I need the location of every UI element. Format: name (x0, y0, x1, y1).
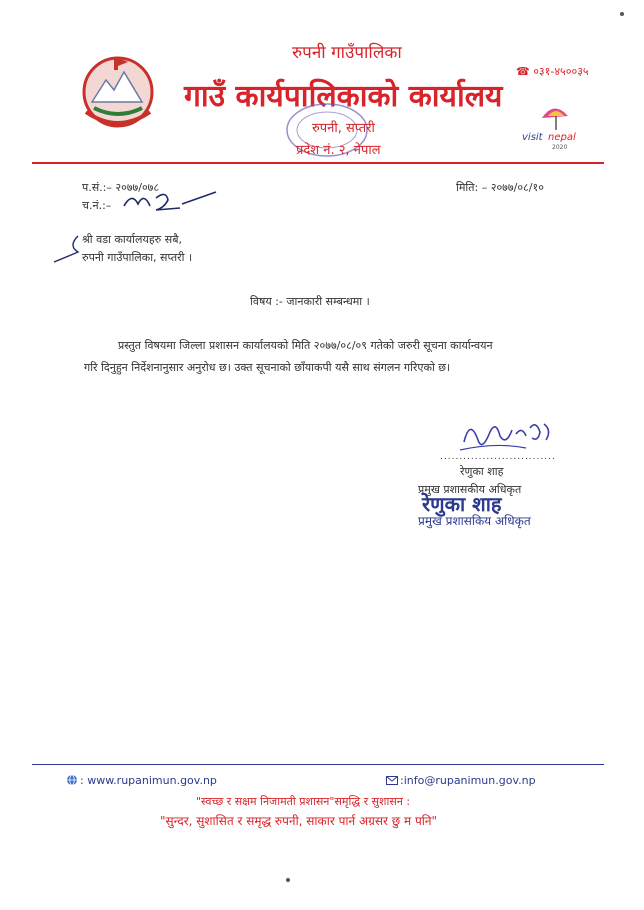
recipient-line-1: श्री वडा कार्यालयहरु सबै, (82, 233, 182, 246)
mail-icon (386, 776, 398, 785)
signature-dotted-line: .............................. (440, 452, 556, 462)
reference-number: प.सं.:– २०७७/०७८ (82, 181, 160, 194)
header-divider (32, 162, 604, 164)
letter-subject: विषय :- जानकारी सम्बन्धमा । (250, 295, 370, 308)
letter-date: मिति: – २०७७/०८/१० (456, 181, 544, 194)
svg-text:nepal: nepal (548, 132, 576, 143)
footer-slogan-2: "सुन्दर, सुशासित र समृद्ध रुपनी, साकार पार्न अग्रसर छु म पनि" (160, 814, 438, 828)
body-line-1: प्रस्तुत विषयमा जिल्ला प्रशासन कार्यालयको मिति २०७७/०८/०९ गतेको जरुरी सूचना कार्यान्वयन (118, 339, 493, 352)
page-speck (286, 878, 290, 882)
handwritten-dispatch-number (120, 188, 220, 214)
svg-text:2020: 2020 (552, 144, 568, 151)
signatory-stamp-title: प्रमुख प्रशासकिय अधिकृत (418, 514, 531, 528)
office-title: गाउँ कार्यपालिकाको कार्यालय (184, 79, 503, 114)
nepal-emblem-logo (78, 50, 158, 130)
address-subline: रुपनी, सप्तरी (312, 121, 375, 136)
signatory-stamp-name: रेणुका शाह (422, 492, 502, 516)
footer-divider (32, 764, 604, 765)
footer-slogan-1: "स्वच्छ र सक्षम निजामती प्रशासन"समृद्धि र सुशासन : (196, 795, 411, 808)
website-link[interactable]: : www.rupanimun.gov.np (80, 774, 217, 787)
body-line-2: गरि दिनुहुन निर्देशनानुसार अनुरोध छ। उक्त सूचनाको छाँयाकपी यसै साथ संगलन गरिएको छ। (84, 361, 451, 374)
svg-text:visit: visit (522, 132, 543, 143)
municipality-name: रुपनी गाउँपालिका (292, 43, 402, 63)
province-subline: प्रदेश नं. २, नेपाल (296, 143, 381, 158)
page-speck-corner (620, 12, 624, 16)
signatory-title-printed: प्रमुख प्रशासकीय अधिकृत (418, 483, 522, 496)
recipient-line-2: रुपनी गाउँपालिका, सप्तरी । (82, 251, 193, 264)
globe-icon (66, 774, 78, 786)
visit-nepal-2020-logo (518, 96, 582, 152)
email-link[interactable]: :info@rupanimun.gov.np (400, 774, 536, 787)
dispatch-number: च.नं.:– (82, 199, 112, 212)
signatory-name: रेणुका शाह (460, 465, 504, 478)
phone-number: ☎ ०३१-४५००३५ (516, 65, 589, 78)
